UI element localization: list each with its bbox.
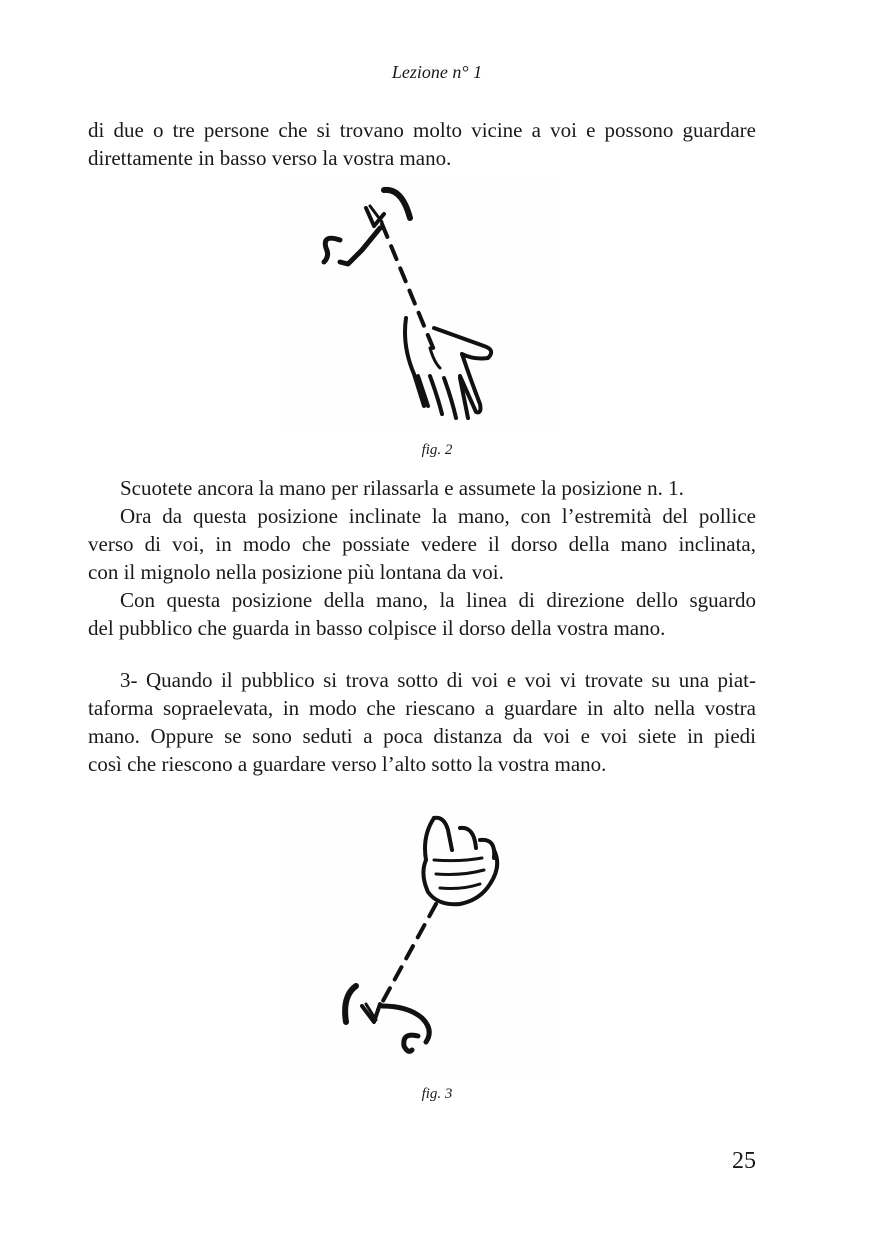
text-line: Ora da questa posizione inclinate la mano, con l’estremità del pollice [120,504,756,528]
figure-2-caption: fig. 2 [421,442,453,458]
text-line: Scuotete ancora la mano per rilassarla e assumete la posizione n. 1. [120,476,684,500]
text-line: così che riescono a guardare verso l’alto sotto la vostra mano. [88,752,607,776]
text-line: direttamente in basso verso la vostra mano. [88,146,452,170]
hand-viewed-from-below-drawing [284,800,554,1078]
page-number: 25 [732,1148,756,1174]
text-line: mano. Oppure se sono seduti a poca distanza da voi e voi siete in piedi [88,724,756,748]
paragraph-point-3 [88,666,756,778]
paragraph-intro [88,116,756,172]
text-line: verso di voi, in modo che possiate vedere il dorso della mano inclinata, [88,532,756,556]
figure-3-caption: fig. 3 [421,1086,453,1102]
text-line: del pubblico che guarda in basso colpisce il dorso della vostra mano. [88,616,666,640]
running-header: Lezione n° 1 [391,62,483,82]
text-line: di due o tre persone che si trovano molto vicine a voi e possono guardare [88,118,756,142]
figure-2-illustration [284,178,554,430]
text-line: con il mignolo nella posizione più lontana da voi. [88,560,504,584]
hand-tilted-down-drawing [284,178,554,430]
paragraph-tilt [88,474,756,642]
text-line: taforma sopraelevata, in modo che riescano a guardare in alto nella vostra [88,696,756,720]
text-line: Con questa posizione della mano, la linea di direzione dello sguardo [120,588,756,612]
text-line: 3- Quando il pubblico si trova sotto di voi e voi vi trovate su una piat- [120,668,756,692]
figure-3-illustration [284,800,554,1078]
